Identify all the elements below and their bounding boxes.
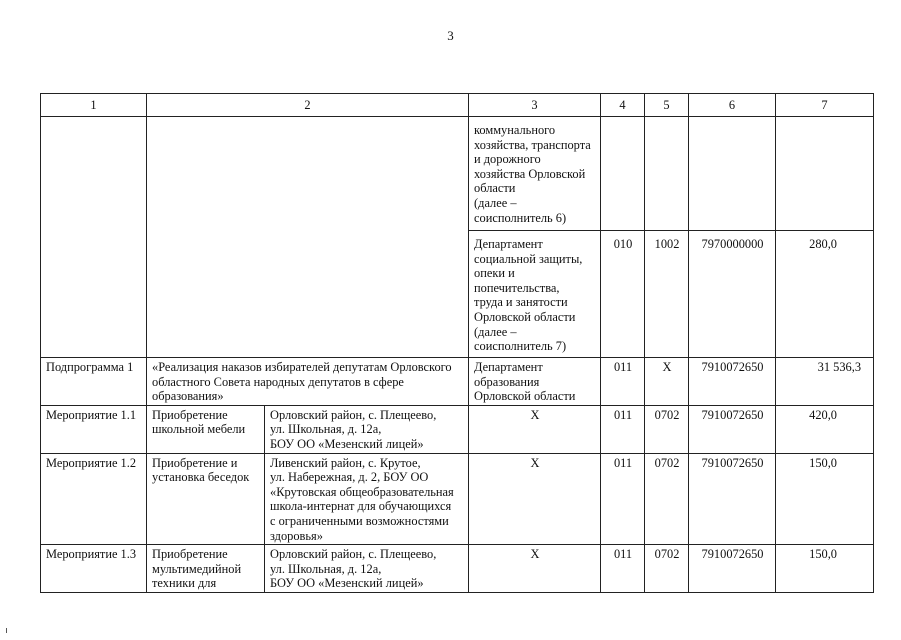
header-cell-1: 1 bbox=[41, 94, 147, 117]
measure-name-cell: Мероприятие 1.3 bbox=[41, 545, 147, 593]
co-executor-6-cell: коммунального хозяйства, транспорта и дорожного хозяйства Орловской области (далее – соисполнитель 6) bbox=[469, 117, 601, 231]
header-row bbox=[41, 94, 874, 117]
code-cell: 011 bbox=[601, 405, 645, 453]
measure-executor-cell: Х bbox=[469, 453, 601, 545]
code-cell: 7910072650 bbox=[689, 405, 776, 453]
code-cell: 0702 bbox=[645, 545, 689, 593]
header-cell-2: 2 bbox=[147, 94, 469, 117]
subprogram-name-cell: Подпрограмма 1 bbox=[41, 358, 147, 406]
header-cell-5: 5 bbox=[645, 94, 689, 117]
table-row bbox=[41, 117, 874, 231]
code-cell: 7970000000 bbox=[689, 231, 776, 358]
empty-cell bbox=[645, 117, 689, 231]
measure-title-cell: Приобретение мультимедийной техники для bbox=[147, 545, 265, 593]
page-number: 3 bbox=[447, 28, 454, 43]
code-cell: 0702 bbox=[645, 453, 689, 545]
measure-title-cell: Приобретение и установка беседок bbox=[147, 453, 265, 545]
measure-address-cell: Орловский район, с. Плещеево, ул. Школьная, д. 12а, БОУ ОО «Мезенский лицей» bbox=[265, 405, 469, 453]
empty-cell bbox=[147, 117, 469, 358]
measure-name-cell: Мероприятие 1.2 bbox=[41, 453, 147, 545]
code-cell: 010 bbox=[601, 231, 645, 358]
empty-cell bbox=[689, 117, 776, 231]
code-cell: 7910072650 bbox=[689, 358, 776, 406]
measure-executor-cell: Х bbox=[469, 545, 601, 593]
header-cell-3: 3 bbox=[469, 94, 601, 117]
measure-row bbox=[41, 453, 874, 545]
empty-cell bbox=[776, 117, 874, 231]
measure-title-cell: Приобретение школьной мебели bbox=[147, 405, 265, 453]
measure-row bbox=[41, 405, 874, 453]
subprogram-row bbox=[41, 358, 874, 406]
code-cell: 0702 bbox=[645, 405, 689, 453]
code-cell: 011 bbox=[601, 358, 645, 406]
empty-cell bbox=[41, 117, 147, 358]
header-cell-6: 6 bbox=[689, 94, 776, 117]
code-cell: 7910072650 bbox=[689, 453, 776, 545]
measure-address-cell: Ливенский район, с. Крутое, ул. Набережная, д. 2, БОУ ОО «Крутовская общеобразовательная школа-интернат для обучающихся с ограниченными возможностями здоровья» bbox=[265, 453, 469, 545]
code-cell: 011 bbox=[601, 453, 645, 545]
measure-executor-cell: Х bbox=[469, 405, 601, 453]
co-executor-7-cell: Департамент социальной защиты, опеки и попечительства, труда и занятости Орловской области (далее – соисполнитель 7) bbox=[469, 231, 601, 358]
measure-name-cell: Мероприятие 1.1 bbox=[41, 405, 147, 453]
measure-address-cell: Орловский район, с. Плещеево, ул. Школьная, д. 12а, БОУ ОО «Мезенский лицей» bbox=[265, 545, 469, 593]
header-cell-4: 4 bbox=[601, 94, 645, 117]
measure-row bbox=[41, 545, 874, 593]
empty-cell bbox=[601, 117, 645, 231]
scan-mark bbox=[6, 628, 7, 633]
subprogram-title-cell: «Реализация наказов избирателей депутатам Орловского областного Совета народных депутатов в сфере образования» bbox=[147, 358, 469, 406]
code-cell: 1002 bbox=[645, 231, 689, 358]
code-cell: 7910072650 bbox=[689, 545, 776, 593]
amount-cell: 150,0 bbox=[776, 545, 874, 593]
amount-cell: 420,0 bbox=[776, 405, 874, 453]
code-cell: 011 bbox=[601, 545, 645, 593]
code-cell: Х bbox=[645, 358, 689, 406]
amount-cell: 150,0 bbox=[776, 453, 874, 545]
amount-cell: 31 536,3 bbox=[776, 358, 874, 406]
subprogram-executor-cell: Департамент образования Орловской области bbox=[469, 358, 601, 406]
header-cell-7: 7 bbox=[776, 94, 874, 117]
budget-table bbox=[40, 93, 874, 593]
amount-cell: 280,0 bbox=[776, 231, 874, 358]
